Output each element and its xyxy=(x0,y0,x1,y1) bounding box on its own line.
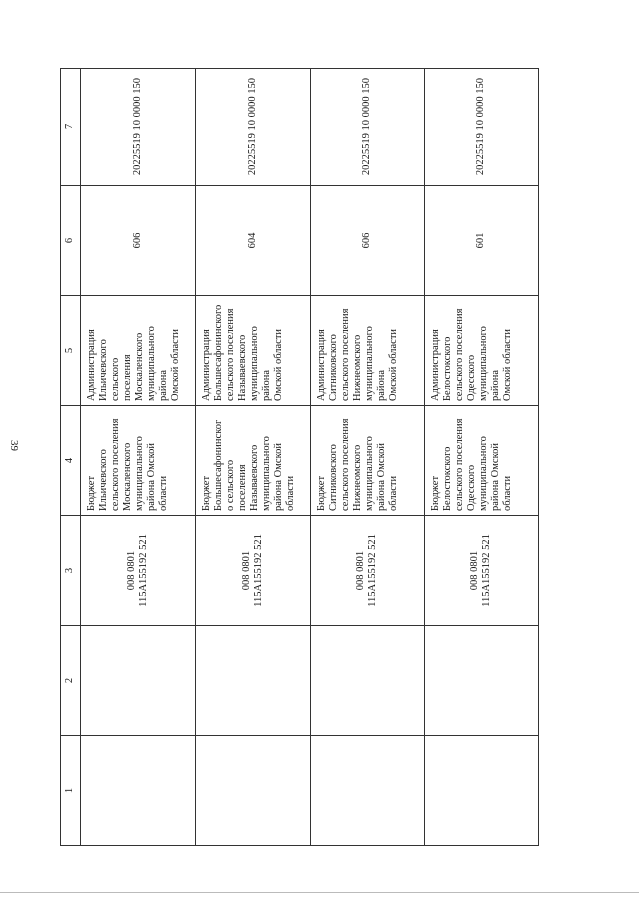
header-cell-3: 3 xyxy=(60,516,80,626)
table-cell-col6: 606 xyxy=(80,186,195,296)
table-cell-col5: Администрация Ильичевского сельского поселения Москаленского муниципального района Омской области xyxy=(80,296,195,406)
table-cell-col7: 20225519 10 0000 150 xyxy=(310,68,424,186)
page-number: 39 xyxy=(8,440,20,451)
table-cell-col4: Бюджет Белостокского сельского поселения Одесского муниципального района Омской области xyxy=(424,406,538,516)
header-cell-4: 4 xyxy=(60,406,80,516)
table-cell-col6: 601 xyxy=(424,186,538,296)
table-cell-col2 xyxy=(310,626,424,736)
table-cell-col1 xyxy=(80,736,195,846)
table-cell-col4: Бюджет Ильичевского сельского поселения Москаленского муниципального района Омской области xyxy=(80,406,195,516)
table-cell-col1 xyxy=(310,736,424,846)
table-cell-col2 xyxy=(80,626,195,736)
header-row xyxy=(60,68,81,846)
table-cell-col7: 20225519 10 0000 150 xyxy=(424,68,538,186)
header-cell-1: 1 xyxy=(60,736,80,846)
header-cell-5: 5 xyxy=(60,296,80,406)
header-cell-6: 6 xyxy=(60,186,80,296)
table-row xyxy=(310,68,425,846)
header-cell-2: 2 xyxy=(60,626,80,736)
table-cell-col1 xyxy=(195,736,310,846)
table-cell-col6: 604 xyxy=(195,186,310,296)
table-cell-col7: 20225519 10 0000 150 xyxy=(80,68,195,186)
table-cell-col5: Администрация Большесафонинского сельского поселения Называевского муниципального района Омской области xyxy=(195,296,310,406)
table-row xyxy=(80,68,196,846)
table-cell-col6: 606 xyxy=(310,186,424,296)
table-row xyxy=(424,68,539,846)
table-cell-col3: 008 0801 115А155192 521 xyxy=(80,516,195,626)
table-cell-col3: 008 0801 115А155192 521 xyxy=(424,516,538,626)
budget-table-body xyxy=(60,68,538,846)
table-cell-col2 xyxy=(195,626,310,736)
footer-rule xyxy=(0,892,639,893)
header-cell-7: 7 xyxy=(60,68,80,186)
table-row xyxy=(195,68,311,846)
budget-table xyxy=(60,68,538,846)
table-cell-col4: Бюджет Ситниковского сельского поселения Нижнеомского муниципального района Омской области xyxy=(310,406,424,516)
table-cell-col4: Бюджет Большесафонинског о сельского поселения Называевского муниципального района Омской области xyxy=(195,406,310,516)
table-cell-col7: 20225519 10 0000 150 xyxy=(195,68,310,186)
table-cell-col1 xyxy=(424,736,538,846)
table-cell-col3: 008 0801 115А155192 521 xyxy=(310,516,424,626)
table-cell-col5: Администрация Белостокского сельского поселения Одесского муниципального района Омской области xyxy=(424,296,538,406)
table-cell-col5: Администрация Ситниковского сельского поселения Нижнеомского муниципального района Омской области xyxy=(310,296,424,406)
table-cell-col2 xyxy=(424,626,538,736)
table-cell-col3: 008 0801 115А155192 521 xyxy=(195,516,310,626)
